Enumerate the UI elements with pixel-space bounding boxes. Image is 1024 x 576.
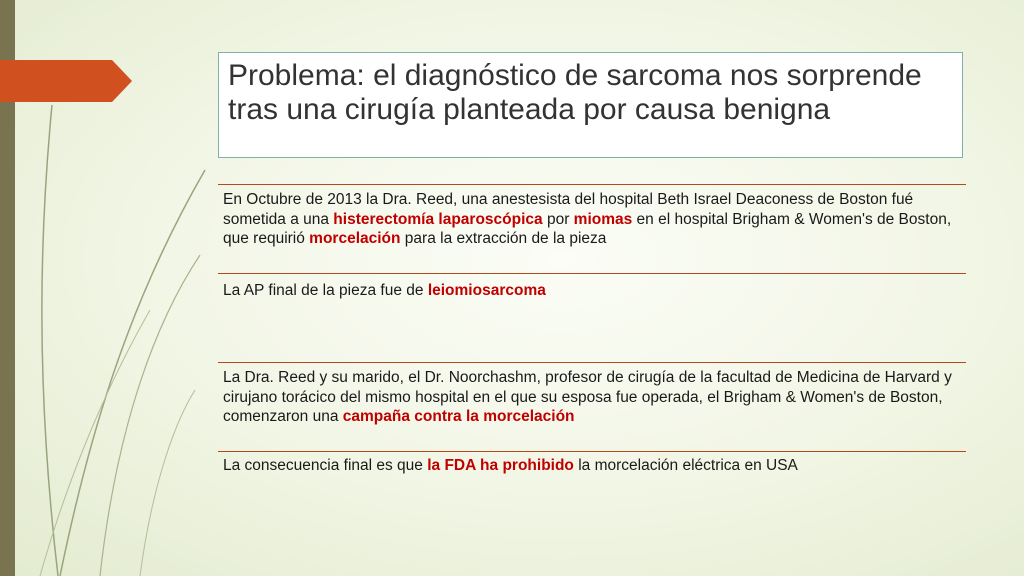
bullet-item-4 bbox=[223, 456, 958, 476]
deco-curve-line bbox=[60, 170, 205, 576]
bullet-item-3 bbox=[223, 368, 958, 427]
item-text: en el hospital Brigham & Women's de Boston, que requirió bbox=[223, 210, 952, 247]
slide-title: Problema: el diagnóstico de sarcoma nos sorprende tras una cirugía planteada por causa benigna bbox=[228, 59, 922, 126]
item-text: para la extracción de la pieza bbox=[400, 230, 607, 247]
item-divider bbox=[218, 451, 966, 452]
title-box bbox=[218, 52, 963, 158]
item-text: por bbox=[542, 210, 574, 228]
title-arrow-shape bbox=[0, 60, 132, 102]
item-text: La Dra. Reed y su marido, el Dr. Noorchashm, profesor de cirugía de la facultad de Medicina de Harvard y cirujano torácico del mismo hospital en el que su esposa fue operada, el Brigham & Women's de Boston, comenzaron una bbox=[223, 369, 952, 425]
deco-curve-line bbox=[40, 310, 150, 576]
item-highlight: campaña contra la morcelación bbox=[342, 408, 575, 425]
deco-curve-line bbox=[100, 255, 200, 576]
item-highlight: la FDA ha prohibido bbox=[427, 457, 574, 474]
item-highlight: morcelación bbox=[309, 230, 401, 247]
bullet-item-1 bbox=[223, 190, 958, 249]
item-divider bbox=[218, 184, 966, 185]
item-highlight: miomas bbox=[573, 210, 633, 228]
item-divider bbox=[218, 273, 966, 274]
item-text: La AP final de la pieza fue de bbox=[223, 282, 428, 299]
deco-curve-line bbox=[42, 105, 58, 576]
bullet-item-2 bbox=[223, 281, 958, 301]
item-highlight: leiomiosarcoma bbox=[427, 282, 546, 299]
item-highlight: histerectomía laparoscópica bbox=[333, 210, 543, 228]
item-divider bbox=[218, 362, 966, 363]
item-text: La consecuencia final es que bbox=[223, 457, 428, 474]
item-text: En Octubre de 2013 la Dra. Reed, una anestesista del hospital Beth Israel Deaconess de Boston fué sometida a una bbox=[223, 191, 914, 228]
item-text: la morcelación eléctrica en USA bbox=[573, 457, 798, 474]
deco-curve-line bbox=[140, 390, 195, 576]
